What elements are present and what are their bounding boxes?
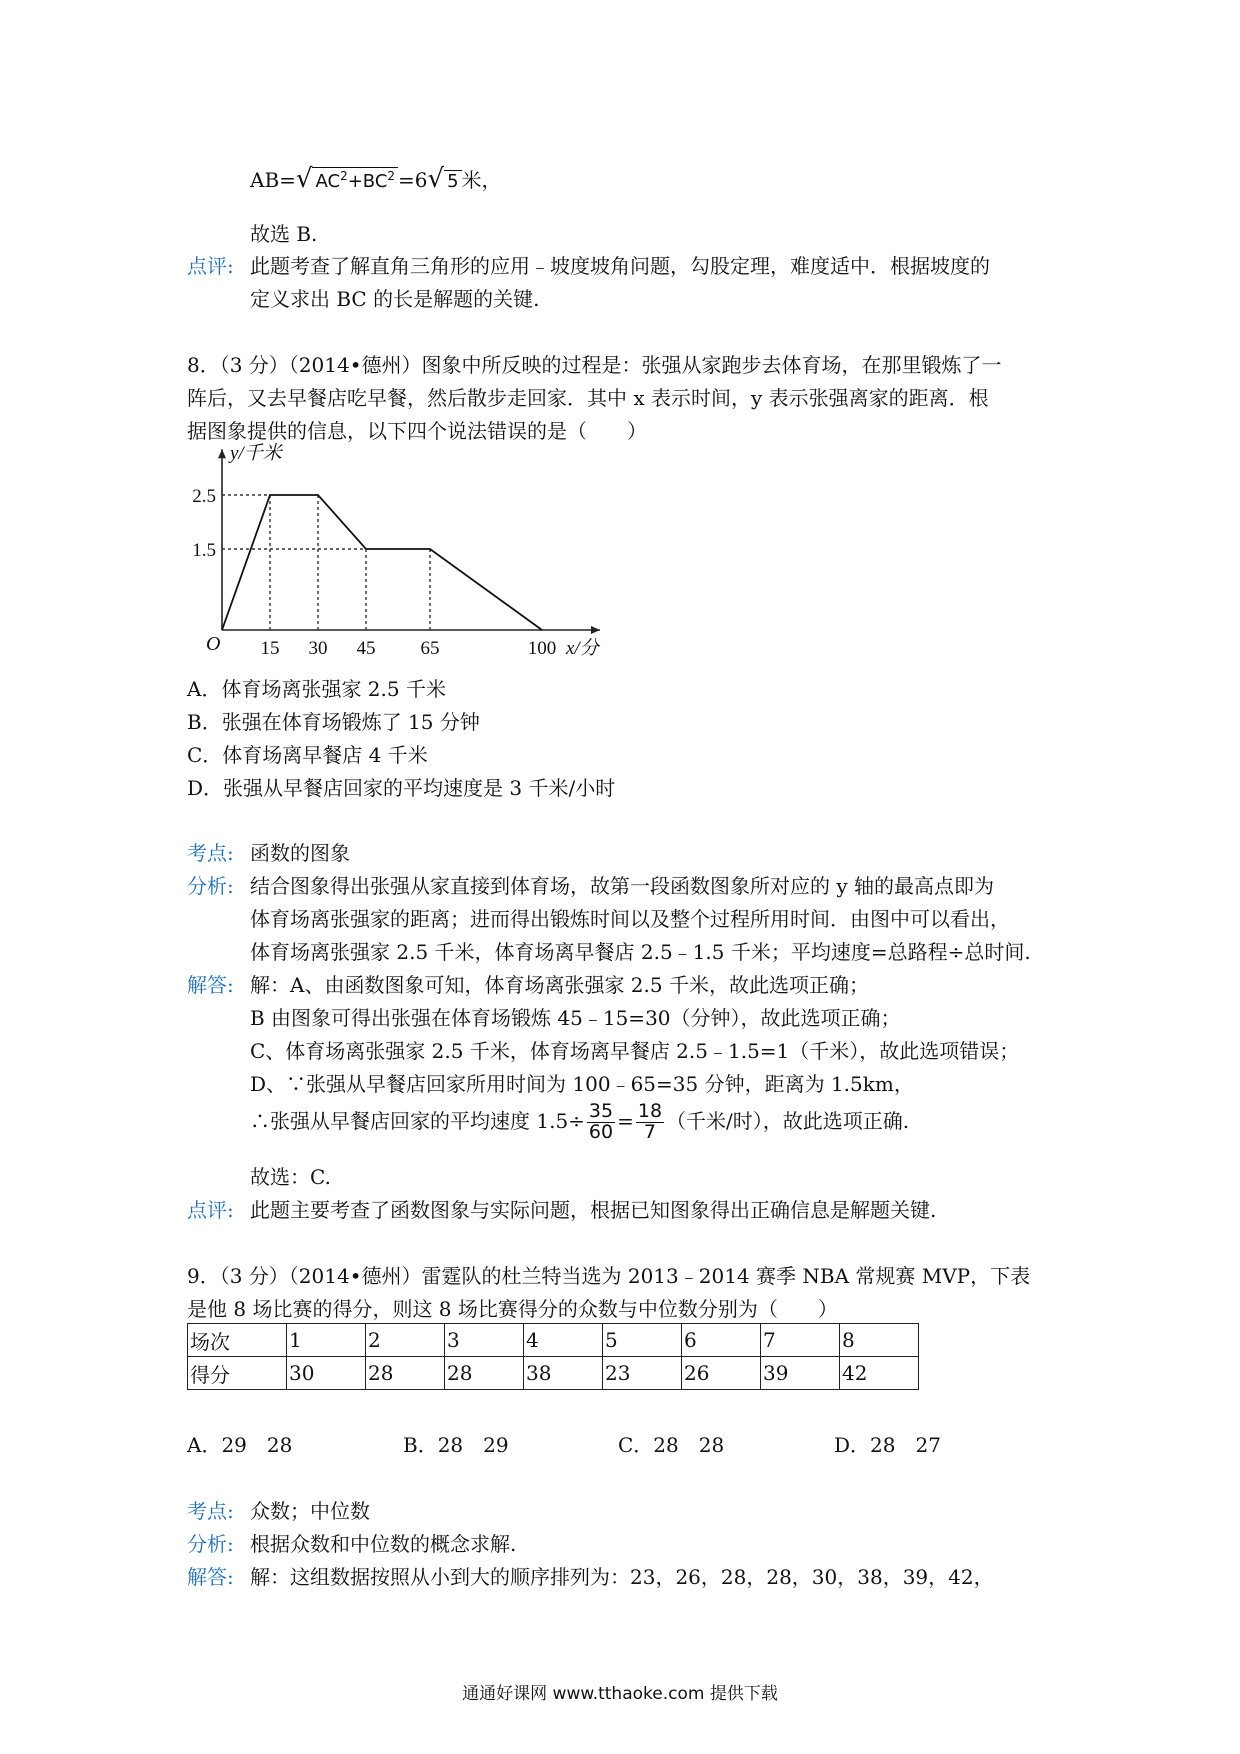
q8-kaodian: 函数的图象 bbox=[250, 841, 350, 865]
q8-line2: 阵后，又去早餐店吃早餐，然后散步走回家．其中 x 表示时间，y 表示张强离家的距离．根 bbox=[187, 386, 989, 410]
frac1-num: 35 bbox=[588, 1100, 614, 1122]
frac1-den: 60 bbox=[588, 1120, 614, 1143]
table-row bbox=[188, 1324, 919, 1357]
frac2-num: 18 bbox=[637, 1100, 663, 1122]
q8-kaodian-label: 考点: bbox=[187, 841, 234, 865]
fraction-18-7 bbox=[636, 1102, 664, 1143]
q8-fenxi-label: 分析: bbox=[187, 874, 234, 898]
q9-fenxi: 根据众数和中位数的概念求解. bbox=[250, 1532, 517, 1556]
q9-line1: 9．（3 分）（2014•德州）雷霆队的杜兰特当选为 2013﹣2014 赛季 NBA 常规赛 MVP，下表 bbox=[187, 1264, 1031, 1288]
q8-option-a: A．体育场离张强家 2.5 千米 bbox=[187, 677, 446, 701]
q8-jieda2: B 由图象可得出张强在体育场锻炼 45﹣15=30（分钟），故此选项正确； bbox=[250, 1006, 901, 1030]
y-axis-arrow bbox=[218, 449, 226, 458]
x-axis-label: x/分 bbox=[566, 638, 599, 659]
table-cell: 42 bbox=[840, 1357, 919, 1390]
table-cell: 4 bbox=[524, 1324, 603, 1357]
sqrt-sign-2: √ bbox=[427, 164, 445, 194]
top-review-line1: 此题考查了解直角三角形的应用﹣坡度坡角问题，勾股定理，难度适中．根据坡度的 bbox=[250, 254, 990, 278]
x-tick-label: 100 bbox=[527, 638, 557, 659]
table-header-cell: 得分 bbox=[188, 1357, 287, 1390]
table-cell: 8 bbox=[840, 1324, 919, 1357]
q8-jieda-label: 解答: bbox=[187, 973, 234, 997]
q8-option-d: D．张强从早餐店回家的平均速度是 3 千米/小时 bbox=[187, 776, 616, 800]
q9-option-b: B．28 29 bbox=[403, 1433, 509, 1457]
y-tick-label: 2.5 bbox=[192, 486, 216, 507]
q8-fenxi2: 体育场离张强家的距离；进而得出锻炼时间以及整个过程所用时间．由图中可以看出， bbox=[250, 907, 1010, 931]
radicand-ac: AC bbox=[315, 171, 341, 192]
q9-jieda: 解：这组数据按照从小到大的顺序排列为：23，26，28，28，30，38，39，42， bbox=[250, 1565, 994, 1589]
score-table bbox=[187, 1323, 919, 1390]
q9-kaodian-label: 考点: bbox=[187, 1499, 234, 1523]
table-cell: 2 bbox=[366, 1324, 445, 1357]
q8-fenxi3: 体育场离张强家 2.5 千米，体育场离早餐店 2.5﹣1.5 千米；平均速度=总路程÷总时间. bbox=[250, 940, 1031, 964]
y-axis-label: y/千米 bbox=[230, 443, 282, 465]
q8-line1: 8．（3 分）（2014•德州）图象中所反映的过程是：张强从家跑步去体育场，在那里锻炼了一 bbox=[187, 353, 1002, 377]
table-cell: 26 bbox=[682, 1357, 761, 1390]
table-cell: 23 bbox=[603, 1357, 682, 1390]
top-review-label: 点评: bbox=[187, 254, 234, 278]
q8-review-label: 点评: bbox=[187, 1198, 234, 1222]
table-cell: 28 bbox=[366, 1357, 445, 1390]
q9-option-a: A．29 28 bbox=[187, 1433, 293, 1457]
table-cell: 30 bbox=[287, 1357, 366, 1390]
jieda5-post: （千米/时），故此选项正确. bbox=[666, 1108, 910, 1133]
distance-time-chart bbox=[180, 443, 599, 665]
exp-2: 2 bbox=[387, 169, 396, 183]
jieda5-pre: ∴张强从早餐店回家的平均速度 1.5÷ bbox=[250, 1108, 585, 1133]
formula-eq: =6 bbox=[398, 168, 428, 192]
q9-line2: 是他 8 场比赛的得分，则这 8 场比赛得分的众数与中位数分别为（ ） bbox=[187, 1297, 838, 1321]
jieda5-eq: = bbox=[617, 1108, 634, 1133]
table-header-cell: 场次 bbox=[188, 1324, 287, 1357]
x-tick-label: 65 bbox=[420, 638, 440, 659]
formula-ab bbox=[250, 166, 502, 192]
table-cell: 38 bbox=[524, 1357, 603, 1390]
q8-choose: 故选：C. bbox=[250, 1165, 331, 1189]
top-choose: 故选 B. bbox=[250, 222, 318, 246]
q9-jieda-label: 解答: bbox=[187, 1565, 234, 1589]
table-cell: 3 bbox=[445, 1324, 524, 1357]
sqrt5: 5 bbox=[444, 170, 461, 191]
formula-prefix: AB= bbox=[250, 168, 296, 192]
q9-fenxi-label: 分析: bbox=[187, 1532, 234, 1556]
top-review-line2: 定义求出 BC 的长是解题的关键. bbox=[250, 287, 540, 311]
q9-option-c: C．28 28 bbox=[618, 1433, 725, 1457]
exp-1: 2 bbox=[340, 169, 348, 183]
page-footer: 通通好课网 www.tthaoke.com 提供下载 bbox=[462, 1684, 778, 1704]
table-row bbox=[188, 1357, 919, 1390]
q8-jieda4: D、∵张强从早餐店回家所用时间为 100﹣65=35 分钟，距离为 1.5km， bbox=[250, 1072, 914, 1096]
y-tick-label: 1.5 bbox=[192, 540, 216, 561]
radicand-bc: +BC bbox=[347, 171, 388, 192]
formula-unit: 米， bbox=[461, 168, 502, 192]
q8-option-b: B．张强在体育场锻炼了 15 分钟 bbox=[187, 710, 480, 734]
q8-fenxi1: 结合图象得出张强从家直接到体育场，故第一段函数图象所对应的 y 轴的最高点即为 bbox=[250, 874, 995, 898]
q8-option-c: C．体育场离早餐店 4 千米 bbox=[187, 743, 428, 767]
fraction-35-60 bbox=[587, 1102, 615, 1143]
x-axis-arrow bbox=[591, 626, 600, 634]
sqrt-sign: √ bbox=[295, 164, 313, 194]
q8-jieda5 bbox=[250, 1102, 909, 1143]
q8-review: 此题主要考查了函数图象与实际问题，根据已知图象得出正确信息是解题关键. bbox=[250, 1198, 937, 1222]
x-tick-label: 45 bbox=[356, 638, 376, 659]
q9-option-d: D．28 27 bbox=[834, 1433, 941, 1457]
q9-kaodian: 众数；中位数 bbox=[250, 1499, 370, 1523]
table-cell: 6 bbox=[682, 1324, 761, 1357]
table-cell: 7 bbox=[761, 1324, 840, 1357]
table-cell: 1 bbox=[287, 1324, 366, 1357]
table-cell: 39 bbox=[761, 1357, 840, 1390]
q8-jieda3: C、体育场离张强家 2.5 千米，体育场离早餐店 2.5﹣1.5=1（千米），故此选项错误； bbox=[250, 1039, 1020, 1063]
frac2-den: 7 bbox=[643, 1120, 657, 1143]
sqrt-radicand bbox=[312, 167, 398, 191]
x-tick-label: 15 bbox=[260, 638, 280, 659]
table-cell: 5 bbox=[603, 1324, 682, 1357]
x-tick-label: 30 bbox=[308, 638, 328, 659]
origin-label: O bbox=[206, 633, 221, 655]
q8-line3: 据图象提供的信息，以下四个说法错误的是（ ） bbox=[187, 419, 647, 443]
table-cell: 28 bbox=[445, 1357, 524, 1390]
q8-jieda1: 解：A、由函数图象可知，体育场离张强家 2.5 千米，故此选项正确； bbox=[250, 973, 869, 997]
